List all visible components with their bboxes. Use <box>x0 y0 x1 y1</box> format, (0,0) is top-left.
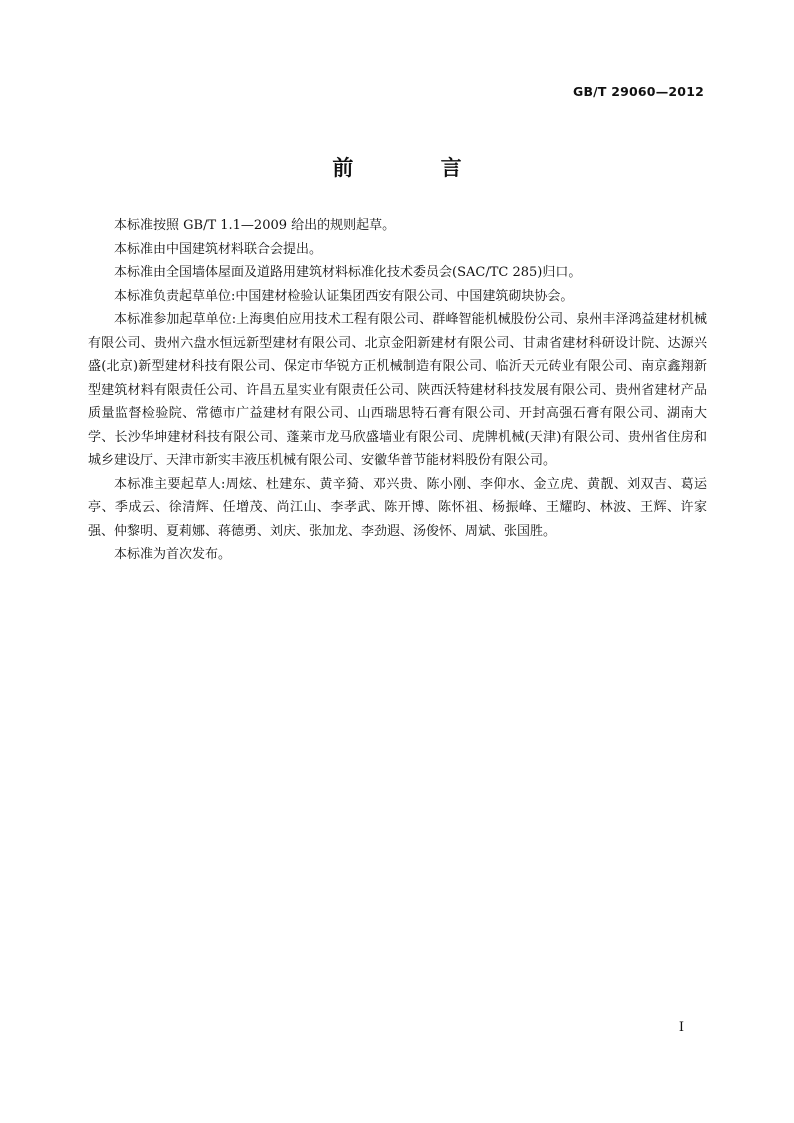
paragraph-proposed-by: 本标准由中国建筑材料联合会提出。 <box>114 241 323 257</box>
page-number: I <box>678 1020 684 1035</box>
paragraph-drafting-rules: 本标准按照 GB/T 1.1—2009 给出的规则起草。 <box>114 218 396 233</box>
paragraph-main-drafters: 本标准主要起草人:周炫、杜建东、黄辛猗、邓兴贵、陈小刚、李仰水、金立虎、黄靓、刘双吉、葛运亭、季成云、徐清辉、任增茂、尚江山、李孝武、陈开博、陈怀祖、杨振峰、王耀昀、林波、王辉、许家强、仲黎明、夏莉娜、蒋德勇、刘庆、张加龙、李劲遐、汤俊怀、周斌、张国胜。 <box>88 476 707 539</box>
paragraph-technical-committee: 本标准由全国墙体屋面及道路用建筑材料标准化技术委员会(SAC/TC 285)归口。 <box>114 265 582 280</box>
paragraph-lead-drafters: 本标准负责起草单位:中国建材检验认证集团西安有限公司、中国建筑砌块协会。 <box>114 288 574 304</box>
paragraph-participating-units: 本标准参加起草单位:上海奥伯应用技术工程有限公司、群峰智能机械股份公司、泉州丰泽鸿益建材机械有限公司、贵州六盘水恒远新型建材有限公司、北京金阳新建材有限公司、甘肃省建材科研设计院、达源兴盛(北京)新型建材科技有限公司、保定市华锐方正机械制造有限公司、临沂天元砖业有限公司、南京鑫翔新型建筑材料有限责任公司、许昌五星实业有限责任公司、陕西沃特建材科技发展有限公司、贵州省建材产品质量监督检验院、常德市广益建材有限公司、山西瑞思特石膏有限公司、开封高强石膏有限公司、湖南大学、长沙华坤建材科技有限公司、蓬莱市龙马欣盛墙业有限公司、虎牌机械(天津)有限公司、贵州省住房和城乡建设厅、天津市新实丰液压机械有限公司、安徽华普节能材料股份有限公司。 <box>88 312 707 468</box>
page-title: 前 言 <box>332 156 502 180</box>
paragraph-first-release: 本标准为首次发布。 <box>114 547 232 562</box>
foreword-body <box>88 214 707 567</box>
standard-code: GB/T 29060—2012 <box>572 84 704 99</box>
